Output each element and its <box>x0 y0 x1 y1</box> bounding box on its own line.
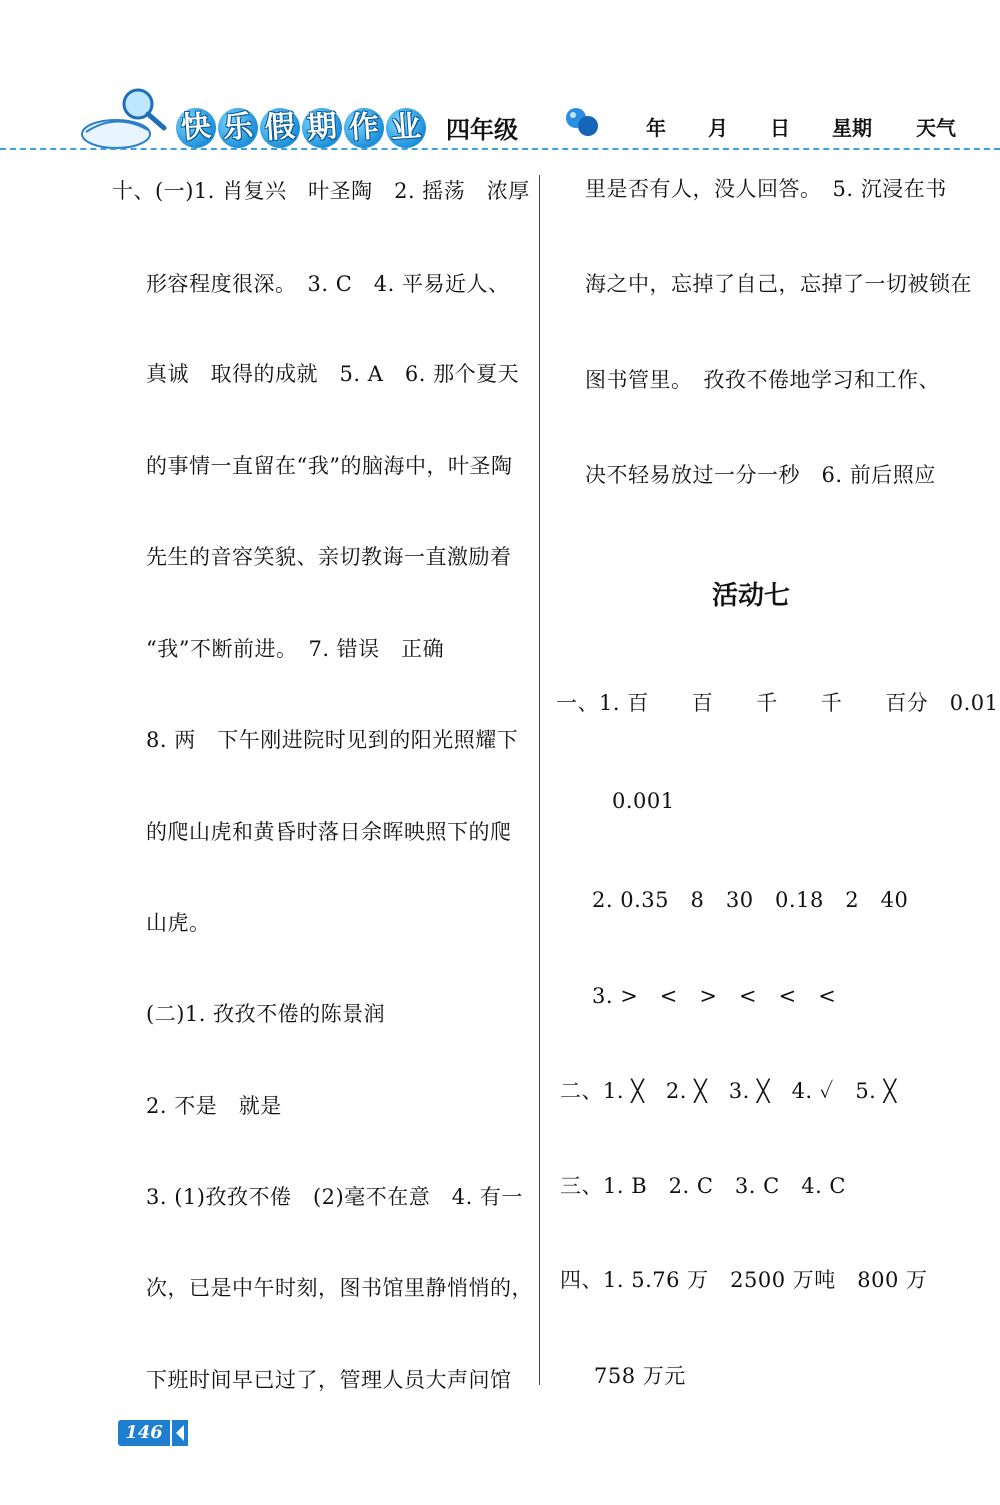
answer-line: 里是否有人，没人回答。 5. 沉浸在书 <box>585 177 947 201</box>
answer-line: 的爬山虎和黄昏时落日余晖映照下的爬 <box>146 820 512 844</box>
title-char: 快 <box>175 107 218 150</box>
answer-line: (二)1. 孜孜不倦的陈景润 <box>146 1002 386 1026</box>
header-divider <box>0 148 1000 150</box>
column-divider <box>539 175 540 1385</box>
answer-line: 下班时间早已过了，管理人员大声问馆 <box>146 1368 512 1392</box>
magnifier-book-icon <box>78 82 178 154</box>
month-field: 月 <box>708 116 728 140</box>
answer-line: 形容程度很深。 3. C 4. 平易近人、 <box>146 272 510 296</box>
title-char: 假 <box>259 107 302 150</box>
section-title: 活动七 <box>712 581 791 611</box>
answer-line: “我”不断前进。 7. 错误 正确 <box>146 637 445 661</box>
page-header <box>0 0 1000 160</box>
weekday-field: 星期 <box>832 116 872 140</box>
answer-line: 十、(一)1. 肖复兴 叶圣陶 2. 摇荡 浓厚 <box>112 179 530 203</box>
answer-line: 山虎。 <box>146 911 211 935</box>
day-field: 日 <box>770 116 790 140</box>
answer-line: 3. (1)孜孜不倦 (2)毫不在意 4. 有一 <box>146 1185 523 1209</box>
answer-line: 决不轻易放过一分一秒 6. 前后照应 <box>585 463 936 487</box>
grade-label: 四年级 <box>446 116 518 144</box>
page-number: 146 <box>118 1420 170 1446</box>
arrow-left-icon <box>172 1420 188 1446</box>
title-char: 乐 <box>217 107 260 150</box>
weather-field: 天气 <box>916 116 956 140</box>
answer-line: 2. 0.35 8 30 0.18 2 40 <box>592 888 909 912</box>
answer-line: 0.001 <box>612 789 675 813</box>
answer-line: 次，已是中午时刻，图书馆里静悄悄的， <box>146 1276 533 1300</box>
answer-line: 一、1. 百 百 千 千 百分 0.01 <box>556 691 999 715</box>
answer-line: 二、1. ╳ 2. ╳ 3. ╳ 4. ✓ 5. ╳ <box>560 1079 897 1103</box>
answer-line: 2. 不是 就是 <box>146 1094 282 1118</box>
answer-line: 海之中，忘掉了自己，忘掉了一切被锁在 <box>585 272 972 296</box>
title-char: 期 <box>301 107 344 150</box>
globe-icon <box>562 104 602 140</box>
answer-line: 3. > < > < < < <box>592 984 837 1008</box>
title-char: 作 <box>343 107 386 150</box>
answer-line: 8. 两 下午刚进院时见到的阳光照耀下 <box>146 728 519 752</box>
answer-line: 四、1. 5.76 万 2500 万吨 800 万 <box>560 1268 928 1292</box>
title-char: 业 <box>385 107 428 150</box>
year-field: 年 <box>646 116 666 140</box>
answer-line: 先生的音容笑貌、亲切教诲一直激励着 <box>146 545 512 569</box>
book-title <box>176 108 426 148</box>
answer-line: 的事情一直留在“我”的脑海中，叶圣陶 <box>146 454 513 478</box>
answer-line: 三、1. B 2. C 3. C 4. C <box>560 1174 846 1198</box>
answer-line: 真诚 取得的成就 5. A 6. 那个夏天 <box>146 362 520 386</box>
page-number-badge <box>118 1420 188 1446</box>
answer-line: 758 万元 <box>594 1364 686 1388</box>
answer-line: 图书管里。 孜孜不倦地学习和工作、 <box>585 368 940 392</box>
